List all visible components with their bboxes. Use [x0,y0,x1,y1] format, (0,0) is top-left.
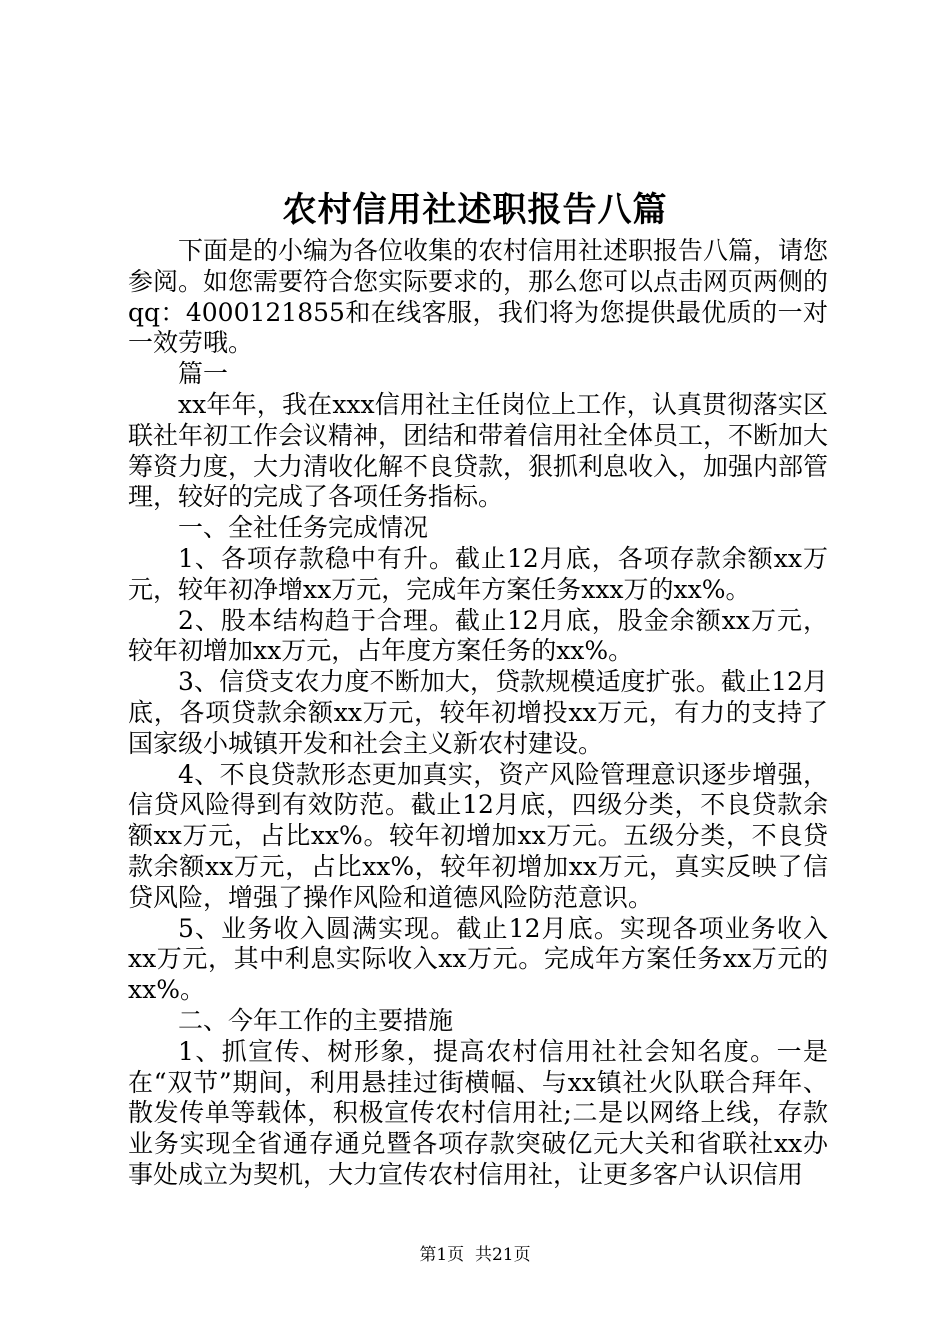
item-bad-loans: 4、不良贷款形态更加真实，资产风险管理意识逐步增强，信贷风险得到有效防范。截止12月底，四级分类，不良贷款余额xx万元，占比xx%。较年初增加xx万元。五级分类，不良贷款余额xx万元，占比xx%，较年初增加xx万元，真实反映了信贷风险，增强了操作风险和道德风险防范意识。 [128,759,828,912]
summary-paragraph: xx年年，我在xxx信用社主任岗位上工作，认真贯彻落实区联社年初工作会议精神，团结和带着信用社全体员工，不断加大筹资力度，大力清收化解不良贷款，狠抓利息收入，加强内部管理，较好的完成了各项任务指标。 [128,389,829,512]
item-share-capital: 2、股本结构趋于合理。截止12月底，股金余额xx万元，较年初增加xx万元，占年度方案任务的xx%。 [128,605,828,666]
section-heading-main-measures: 二、今年工作的主要措施 [178,1005,454,1035]
document-title: 农村信用社述职报告八篇 [282,190,668,230]
item-publicity: 1、抓宣传、树形象，提高农村信用社社会知名度。一是在“双节”期间，利用悬挂过街横幅、与xx镇社火队联合拜年、散发传单等载体，积极宣传农村信用社;二是以网络上线，存款业务实现全省通存通兑暨各项存款突破亿元大关和省联社xx办事处成立为契机，大力宣传农村信用社，让更多客户认识信用 [128,1036,828,1189]
item-deposits: 1、各项存款稳中有升。截止12月底，各项存款余额xx万元，较年初净增xx万元，完成年方案任务xxx万的xx%。 [128,543,828,604]
page-footer: 第1页 共21页 [419,1245,531,1265]
document-body [128,236,828,1191]
item-business-income: 5、业务收入圆满实现。截止12月底。实现各项业务收入xx万元，其中利息实际收入xx万元。完成年方案任务xx万元的xx%。 [128,913,828,1005]
section-heading-task-completion: 一、全社任务完成情况 [178,513,429,543]
section-heading-part-one: 篇一 [178,359,229,389]
intro-paragraph: 下面是的小编为各位收集的农村信用社述职报告八篇，请您参阅。如您需要符合您实际要求的，那么您可以点击网页两侧的qq：4000121855和在线客服，我们将为您提供最优质的一对一效劳哦。 [128,236,829,358]
item-credit-support: 3、信贷支农力度不断加大，贷款规模适度扩张。截止12月底，各项贷款余额xx万元，较年初增投xx万元，有力的支持了国家级小城镇开发和社会主义新农村建设。 [128,667,828,758]
